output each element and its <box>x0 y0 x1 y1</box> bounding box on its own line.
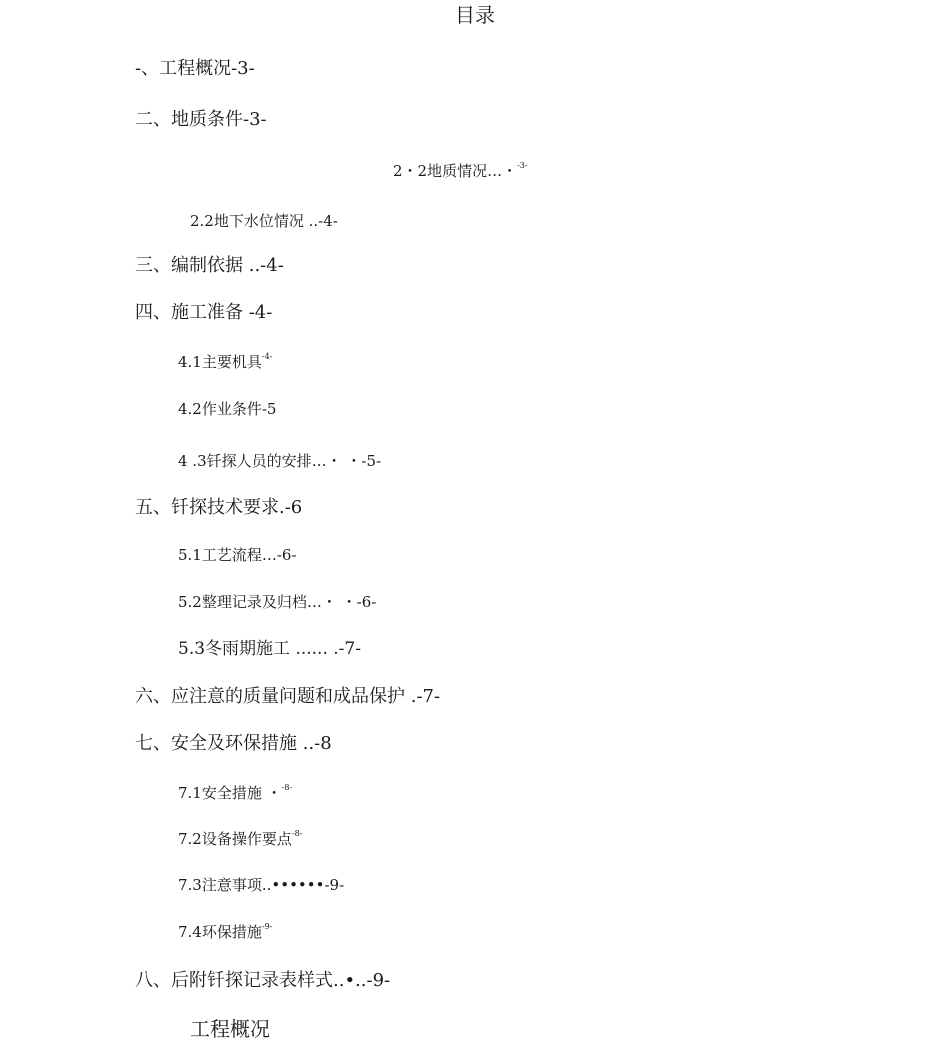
toc-entry-project-overview <box>135 58 255 80</box>
toc-entry-precautions <box>178 874 344 896</box>
toc-entry-text: 4.2作业条件-5 <box>178 400 277 418</box>
toc-entry-equipment-operation <box>178 828 302 850</box>
toc-entry-text: 4.1主要机具 <box>178 353 262 371</box>
toc-entry-text: 四、施工准备 -4- <box>135 302 273 323</box>
toc-entry-process-flow <box>178 544 297 566</box>
toc-entry-appendix <box>135 970 390 992</box>
toc-entry-page-sup: -3- <box>517 161 528 170</box>
toc-entry-records-archiving <box>178 591 376 613</box>
toc-entry-staffing <box>178 450 381 472</box>
toc-entry-basis <box>135 255 284 277</box>
toc-entry-text: 二、地质条件-3- <box>135 109 267 130</box>
toc-entry-geology-situation <box>393 160 528 182</box>
toc-entry-text: 5.2整理记录及归档…・ ・-6- <box>178 593 377 611</box>
toc-entry-preparation <box>135 302 272 324</box>
toc-entry-text: 7.4环保措施 <box>178 923 262 941</box>
toc-entry-page-sup: -4- <box>261 352 273 361</box>
toc-entry-safety-environment <box>135 733 332 755</box>
toc-entry-text: 2.2地下水位情况 ..-4- <box>190 212 338 230</box>
toc-entry-text: -、工程概况-3- <box>135 58 255 79</box>
toc-entry-page-sup: -9- <box>261 922 273 931</box>
toc-entry-technical-requirements <box>135 497 302 519</box>
toc-entry-work-conditions <box>178 398 276 420</box>
toc-entry-environmental-measures <box>178 921 272 943</box>
toc-entry-text: 七、安全及环保措施 ..-8 <box>135 733 332 754</box>
toc-entry-page-sup: -8- <box>281 783 293 792</box>
toc-entry-winter-rain-construction <box>178 638 361 660</box>
toc-entry-text: 4 .3钎探人员的安排…・ ・-5- <box>178 452 382 470</box>
toc-entry-quality-issues <box>135 686 440 708</box>
toc-entry-text: 7.2设备操作要点 <box>178 830 292 848</box>
toc-entry-text: 三、编制依据 ..-4- <box>135 255 284 276</box>
toc-entry-geological-conditions <box>135 109 267 131</box>
toc-entry-text: 2・2地质情况…・ <box>393 162 518 180</box>
toc-entry-safety-measures <box>178 782 292 804</box>
toc-entry-text: 7.3注意事项..••••••-9- <box>178 876 345 894</box>
toc-entry-text: 六、应注意的质量问题和成品保护 .-7- <box>135 686 441 707</box>
toc-entry-groundwater <box>190 210 338 232</box>
toc-entry-text: 5.3冬雨期施工 ...... .-7- <box>178 639 361 659</box>
toc-entry-text: 八、后附钎探记录表样式..•..-9- <box>135 970 391 991</box>
toc-entry-page-sup: -8- <box>291 829 303 838</box>
toc-entry-text: 7.1安全措施 ・ <box>178 784 282 802</box>
toc-entry-text: 5.1工艺流程…-6- <box>178 546 297 564</box>
toc-title: 目录 <box>455 3 495 27</box>
toc-entry-main-tools <box>178 351 272 373</box>
section-heading: 工程概况 <box>190 1017 270 1041</box>
toc-entry-text: 五、钎探技术要求.-6 <box>135 497 303 518</box>
